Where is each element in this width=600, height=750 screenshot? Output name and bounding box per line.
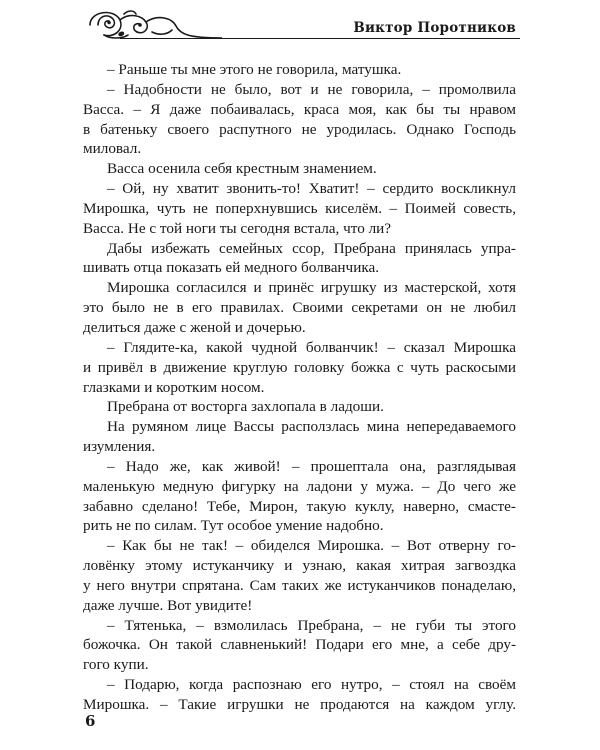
text-line: божочка. Он такой славненький! Подари его мне, а себе дру- <box>83 636 516 654</box>
header-rule <box>120 38 520 39</box>
text-line: в батеньку своего распутного не уродилась. Однако Господь <box>83 120 516 138</box>
text-line: рить не по силам. Тут особое умение надобно. <box>83 517 384 535</box>
running-head-author: Виктор Поротников <box>353 20 516 36</box>
text-line: – Надобности не было, вот и не говорила, – промолвила <box>107 80 516 98</box>
text-line: шивать отца показать ей медного болванчика. <box>83 259 380 277</box>
text-line: забавно сделано! Тебе, Мирон, такую куклу, наверно, смасте- <box>83 497 516 515</box>
text-line: даже лучше. Вот увидите! <box>83 596 253 614</box>
text-line: изумления. <box>83 438 156 456</box>
text-line: ловёнку этому истуканчику и узнаю, какая хитрая загвоздка <box>83 557 516 575</box>
text-line: Пребрана от восторга захлопала в ладоши. <box>107 398 384 416</box>
text-line: маленькую медную фигурку на ладони у мужа. – До чего же <box>83 477 516 495</box>
text-line: – Раньше ты мне этого не говорила, матушка. <box>107 61 402 78</box>
text-line: делиться даже с женой и дочерью. <box>83 318 306 336</box>
text-line: – Надо же, как живой! – прошептала она, разглядывая <box>107 457 516 475</box>
text-line: Мирошка, чуть не поперхнувшись киселём. – Поимей совесть, <box>83 199 516 217</box>
text-line: Васса. – Я даже побаивалась, краса моя, как бы ты нравом <box>83 100 516 118</box>
text-line: – Ой, ну хватит звонить-то! Хватит! – сердито воскликнул <box>107 180 516 198</box>
text-line: Мирошка. – Такие игрушки не продаются на каждом углу. <box>83 696 516 713</box>
scroll-flourish-icon <box>80 8 222 42</box>
text-line: На румяном лице Вассы расползлась мина непередаваемого <box>107 418 516 436</box>
page-number: 6 <box>85 712 96 730</box>
text-line: гого купи. <box>83 656 149 674</box>
text-line: Васса. Не с той ноги ты сегодня встала, что ли? <box>83 219 392 237</box>
text-line: Дабы избежать семейных ссор, Пребрана принялась упра- <box>107 239 516 257</box>
body-text <box>83 60 516 715</box>
text-line: – Подарю, когда распознаю его нутро, – стоял на своём <box>107 676 516 694</box>
text-line: Мирошка согласился и принёс игрушку из мастерской, хотя <box>107 279 516 297</box>
text-line: – Тятенька, – взмолилась Пребрана, – не губи ты этого <box>107 616 516 634</box>
text-line: – Глядите-ка, какой чудной болванчик! – сказал Мирошка <box>107 338 516 356</box>
text-line: глазками и коротким носом. <box>83 378 265 396</box>
text-line: это было не в его правилах. Своими секретами он не любил <box>83 299 516 317</box>
text-line: и привёл в движение круглую головку божка с чуть раскосыми <box>83 358 516 376</box>
text-line: у него внутри спрятана. Сам таких же истуканчиков понаделаю, <box>83 576 516 594</box>
text-line: миловал. <box>83 140 142 158</box>
text-line: Васса осенила себя крестным знамением. <box>107 160 377 178</box>
text-line: – Как бы не так! – обиделся Мирошка. – Вот отверну го- <box>107 537 516 555</box>
